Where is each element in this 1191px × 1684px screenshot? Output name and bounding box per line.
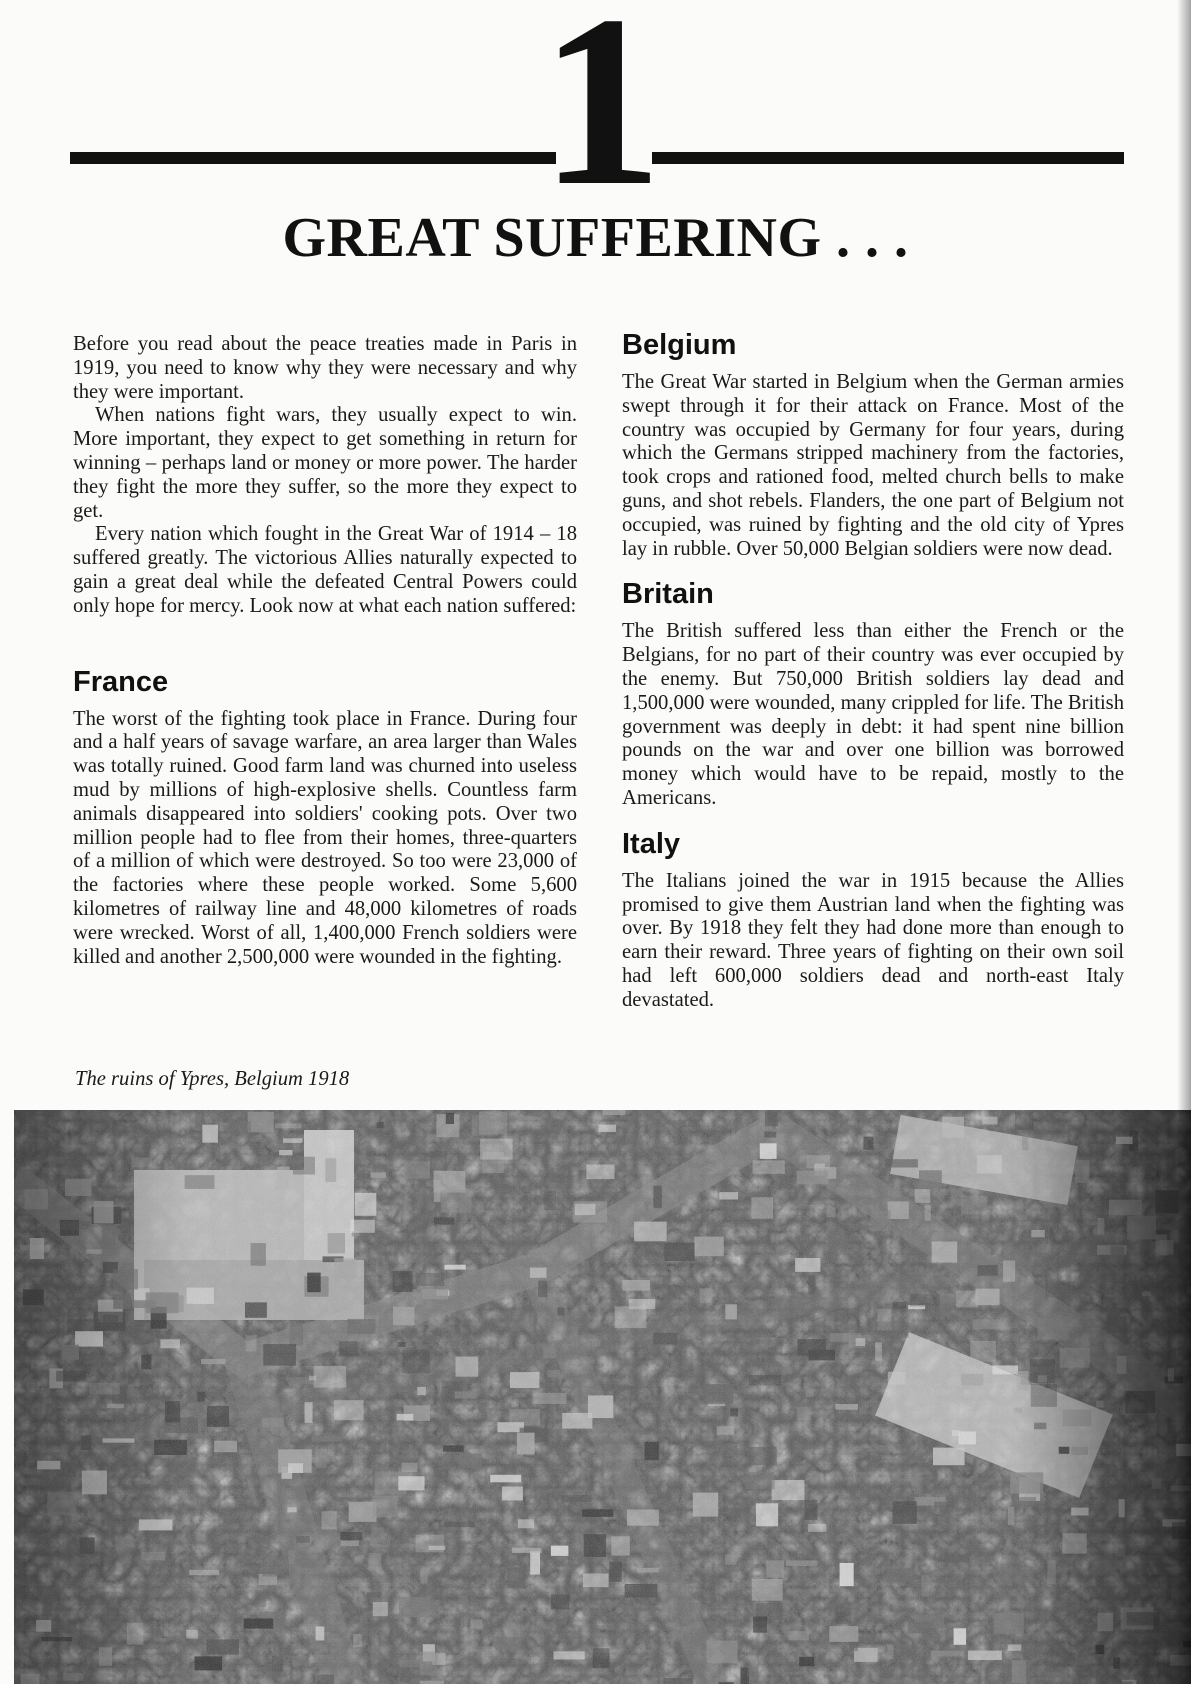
chapter-rule-left (70, 152, 556, 164)
intro-paragraph: When nations fight wars, they usually expect to win. More important, they expect to get something in return for winning – perhaps land or money or more power. The harder they fight the more they suffer, so the more they expect to get. (73, 404, 577, 522)
chapter-rule-right (652, 152, 1124, 164)
section-body-italy: The Italians joined the war in 1915 because the Allies promised to give them Austrian land when the fighting was over. By 1918 they felt they had done more than enough to earn their reward. Three years of fighting on their own soil had left 600,000 soldiers dead and north-east Italy devastated. (622, 869, 1124, 1011)
photo-caption: The ruins of Ypres, Belgium 1918 (75, 1068, 350, 1090)
left-column (73, 333, 577, 969)
intro-paragraph: Before you read about the peace treaties made in Paris in 1919, you need to know why they were necessary and why they were important. (73, 333, 577, 403)
right-column (622, 328, 1124, 1013)
chapter-number: 1 (540, 0, 663, 236)
section-body-britain: The British suffered less than either the French or the Belgians, for no part of their country was ever occupied by the enemy. But 750,000 British soldiers lay dead and 1,500,000 were wounded, many crippled for life. The British government was deeply in debt: it had spent nine billion pounds on the war and over one billion was borrowed money which would have to be repaid, mostly to the Americans. (622, 620, 1124, 809)
section-heading-italy: Italy (622, 827, 681, 860)
ruins-photo (14, 1110, 1191, 1684)
section-heading-britain: Britain (622, 578, 714, 611)
section-body-france: The worst of the fighting took place in France. During four and a half years of savage warfare, an area larger than Wales was totally ruined. Good farm land was churned into useless mud by millions of high-explosive shells. Countless farm animals disappeared into soldiers' cooking pots. Over two million people had to flee from their homes, three-quarters of a million of which were destroyed. So too were 23,000 of the factories where these people worked. Some 5,600 kilometres of railway line and 48,000 kilometres of roads were wrecked. Worst of all, 1,400,000 French soldiers were killed and another 2,500,000 were wounded in the fighting. (73, 707, 577, 968)
chapter-title: GREAT SUFFERING . . . (282, 207, 909, 269)
section-heading-france: France (73, 665, 169, 698)
section-body-belgium: The Great War started in Belgium when the German armies swept through it for their attack on France. Most of the country was occupied by Germany for four years, during which the Germans stripped machinery from the factories, took crops and rationed food, melted church bells to make guns, and shot rebels. Flanders, the one part of Belgium not occupied, was ruined by fighting and the old city of Ypres lay in rubble. Over 50,000 Belgian soldiers were now dead. (622, 371, 1124, 560)
ruins-photo-image (14, 1110, 1191, 1684)
section-heading-belgium: Belgium (622, 329, 737, 361)
intro-paragraph: Every nation which fought in the Great War of 1914 – 18 suffered greatly. The victorious Allies naturally expected to gain a great deal while the defeated Central Powers could only hope for mercy. Look now at what each nation suffered: (73, 523, 577, 617)
